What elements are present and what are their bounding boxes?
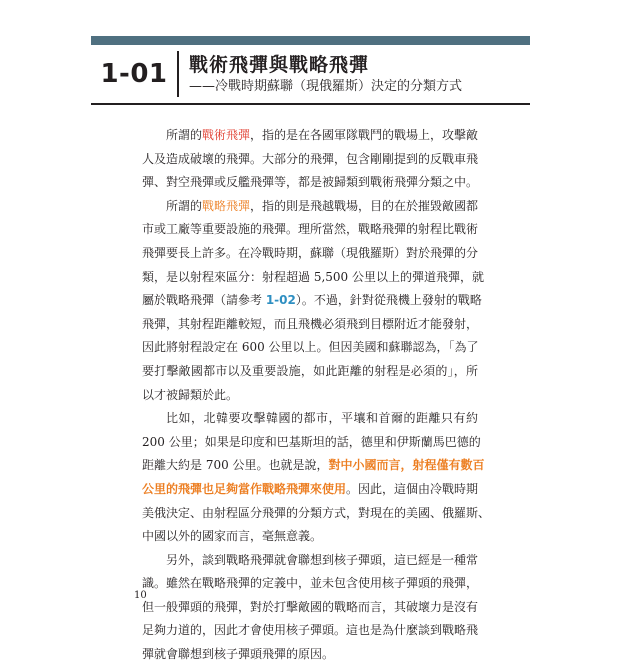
text-line xyxy=(142,572,478,596)
text-segment: 因此將射程設定在 600 公里以上。但因美國和蘇聯認為，「為了 xyxy=(142,340,479,355)
highlighted-text: 1-02 xyxy=(265,293,296,308)
text-segment: 彈、對空飛彈或反艦飛彈等，都是被歸類到戰術飛彈分類之中。 xyxy=(142,175,479,190)
section-title: 戰術飛彈與戰略飛彈 xyxy=(189,53,370,76)
text-segment: 所謂的 xyxy=(166,198,203,213)
text-segment: 人及造成破壞的飛彈。大部分的飛彈，包含剛剛提到的反戰車飛 xyxy=(142,151,479,166)
body-text xyxy=(142,124,491,667)
highlighted-text: 戰略飛彈 xyxy=(202,198,251,213)
text-line xyxy=(142,242,478,266)
text-line xyxy=(142,384,478,408)
text-segment: 所謂的 xyxy=(166,128,203,142)
section-header xyxy=(91,45,530,105)
text-segment: 識。雖然在戰略飛彈的定義中，並未包含使用核子彈頭的飛彈， xyxy=(142,576,479,591)
text-segment: 要打擊敵國都市以及重要設施，如此距離的射程是必須的」，所 xyxy=(142,363,478,378)
header-titles xyxy=(179,53,462,96)
text-segment: ，指的則是飛越戰場，目的在於摧毀敵國都 xyxy=(250,198,479,213)
text-segment: 中國以外的國家而言，毫無意義。 xyxy=(142,529,323,544)
text-segment: 以才被歸類於此。 xyxy=(142,387,239,402)
text-line xyxy=(142,596,478,620)
text-line xyxy=(142,148,478,172)
text-line xyxy=(142,525,478,549)
section-subtitle: ——冷戰時期蘇聯（現俄羅斯）決定的分類方式 xyxy=(189,78,463,94)
text-line xyxy=(142,289,482,313)
highlighted-text: 公里的飛彈也足夠當作戰略飛彈來使用 xyxy=(142,481,347,496)
highlighted-text: 戰術飛彈 xyxy=(202,128,251,142)
text-line xyxy=(142,313,478,337)
text-segment: 飛彈，其射程距離較短，而且飛機必須飛到目標附近才能發射， xyxy=(142,316,479,331)
text-line xyxy=(142,218,478,242)
text-line xyxy=(142,619,478,643)
highlighted-text: 對中小國而言，射程僅有數百 xyxy=(328,458,485,473)
text-line xyxy=(142,407,478,431)
text-segment: 美俄決定、由射程區分飛彈的分類方式，對現在的美國、俄羅斯、 xyxy=(142,505,491,520)
text-segment: ，指的是在各國軍隊戰鬥的戰場上，攻擊敵 xyxy=(250,128,479,142)
text-line xyxy=(142,195,478,219)
text-segment: 距離大約是 700 公里。也就是說， xyxy=(142,458,329,473)
text-segment: 但一般彈頭的飛彈，對於打擊敵國的戰略而言，其破壞力是沒有 xyxy=(142,599,479,614)
text-line xyxy=(142,454,485,478)
text-segment: 。因此，這個由冷戰時期 xyxy=(346,481,479,496)
text-segment: 彈就會聯想到核子彈頭飛彈的原因。 xyxy=(142,647,335,662)
text-segment: 200 公里；如果是印度和巴基斯坦的話，德里和伊斯蘭馬巴德的 xyxy=(142,434,481,449)
text-line xyxy=(142,360,478,384)
text-segment: 另外，談到戰略飛彈就會聯想到核子彈頭，這已經是一種常 xyxy=(166,552,479,567)
text-segment: 市或工廠等重要設施的飛彈。理所當然，戰略飛彈的射程比戰術 xyxy=(142,222,479,237)
text-line xyxy=(142,171,478,195)
text-segment: 類，是以射程來區分：射程超過 5,500 公里以上的彈道飛彈，就 xyxy=(142,269,484,284)
section-number: 1-01 xyxy=(100,59,168,89)
text-line xyxy=(142,336,478,360)
text-segment: 足夠力道的，因此才會使用核子彈頭。這也是為什麼談到戰略飛 xyxy=(142,623,479,638)
page-number: 10 xyxy=(134,590,147,601)
text-segment: 屬於戰略飛彈（請參考 xyxy=(142,293,266,308)
header-color-bar xyxy=(91,36,530,45)
text-line xyxy=(142,431,481,455)
text-line xyxy=(142,549,478,573)
text-line xyxy=(142,478,478,502)
text-line xyxy=(142,124,478,148)
text-line xyxy=(142,502,491,526)
text-line xyxy=(142,643,478,667)
text-line xyxy=(142,266,484,290)
text-segment: 比如，北韓要攻擊韓國的都市，平壤和首爾的距離只有約 xyxy=(166,411,478,426)
text-segment: ）。不過，針對從飛機上發射的戰略 xyxy=(295,293,482,308)
text-segment: 飛彈要長上許多。在冷戰時期，蘇聯（現俄羅斯）對於飛彈的分 xyxy=(142,245,479,260)
